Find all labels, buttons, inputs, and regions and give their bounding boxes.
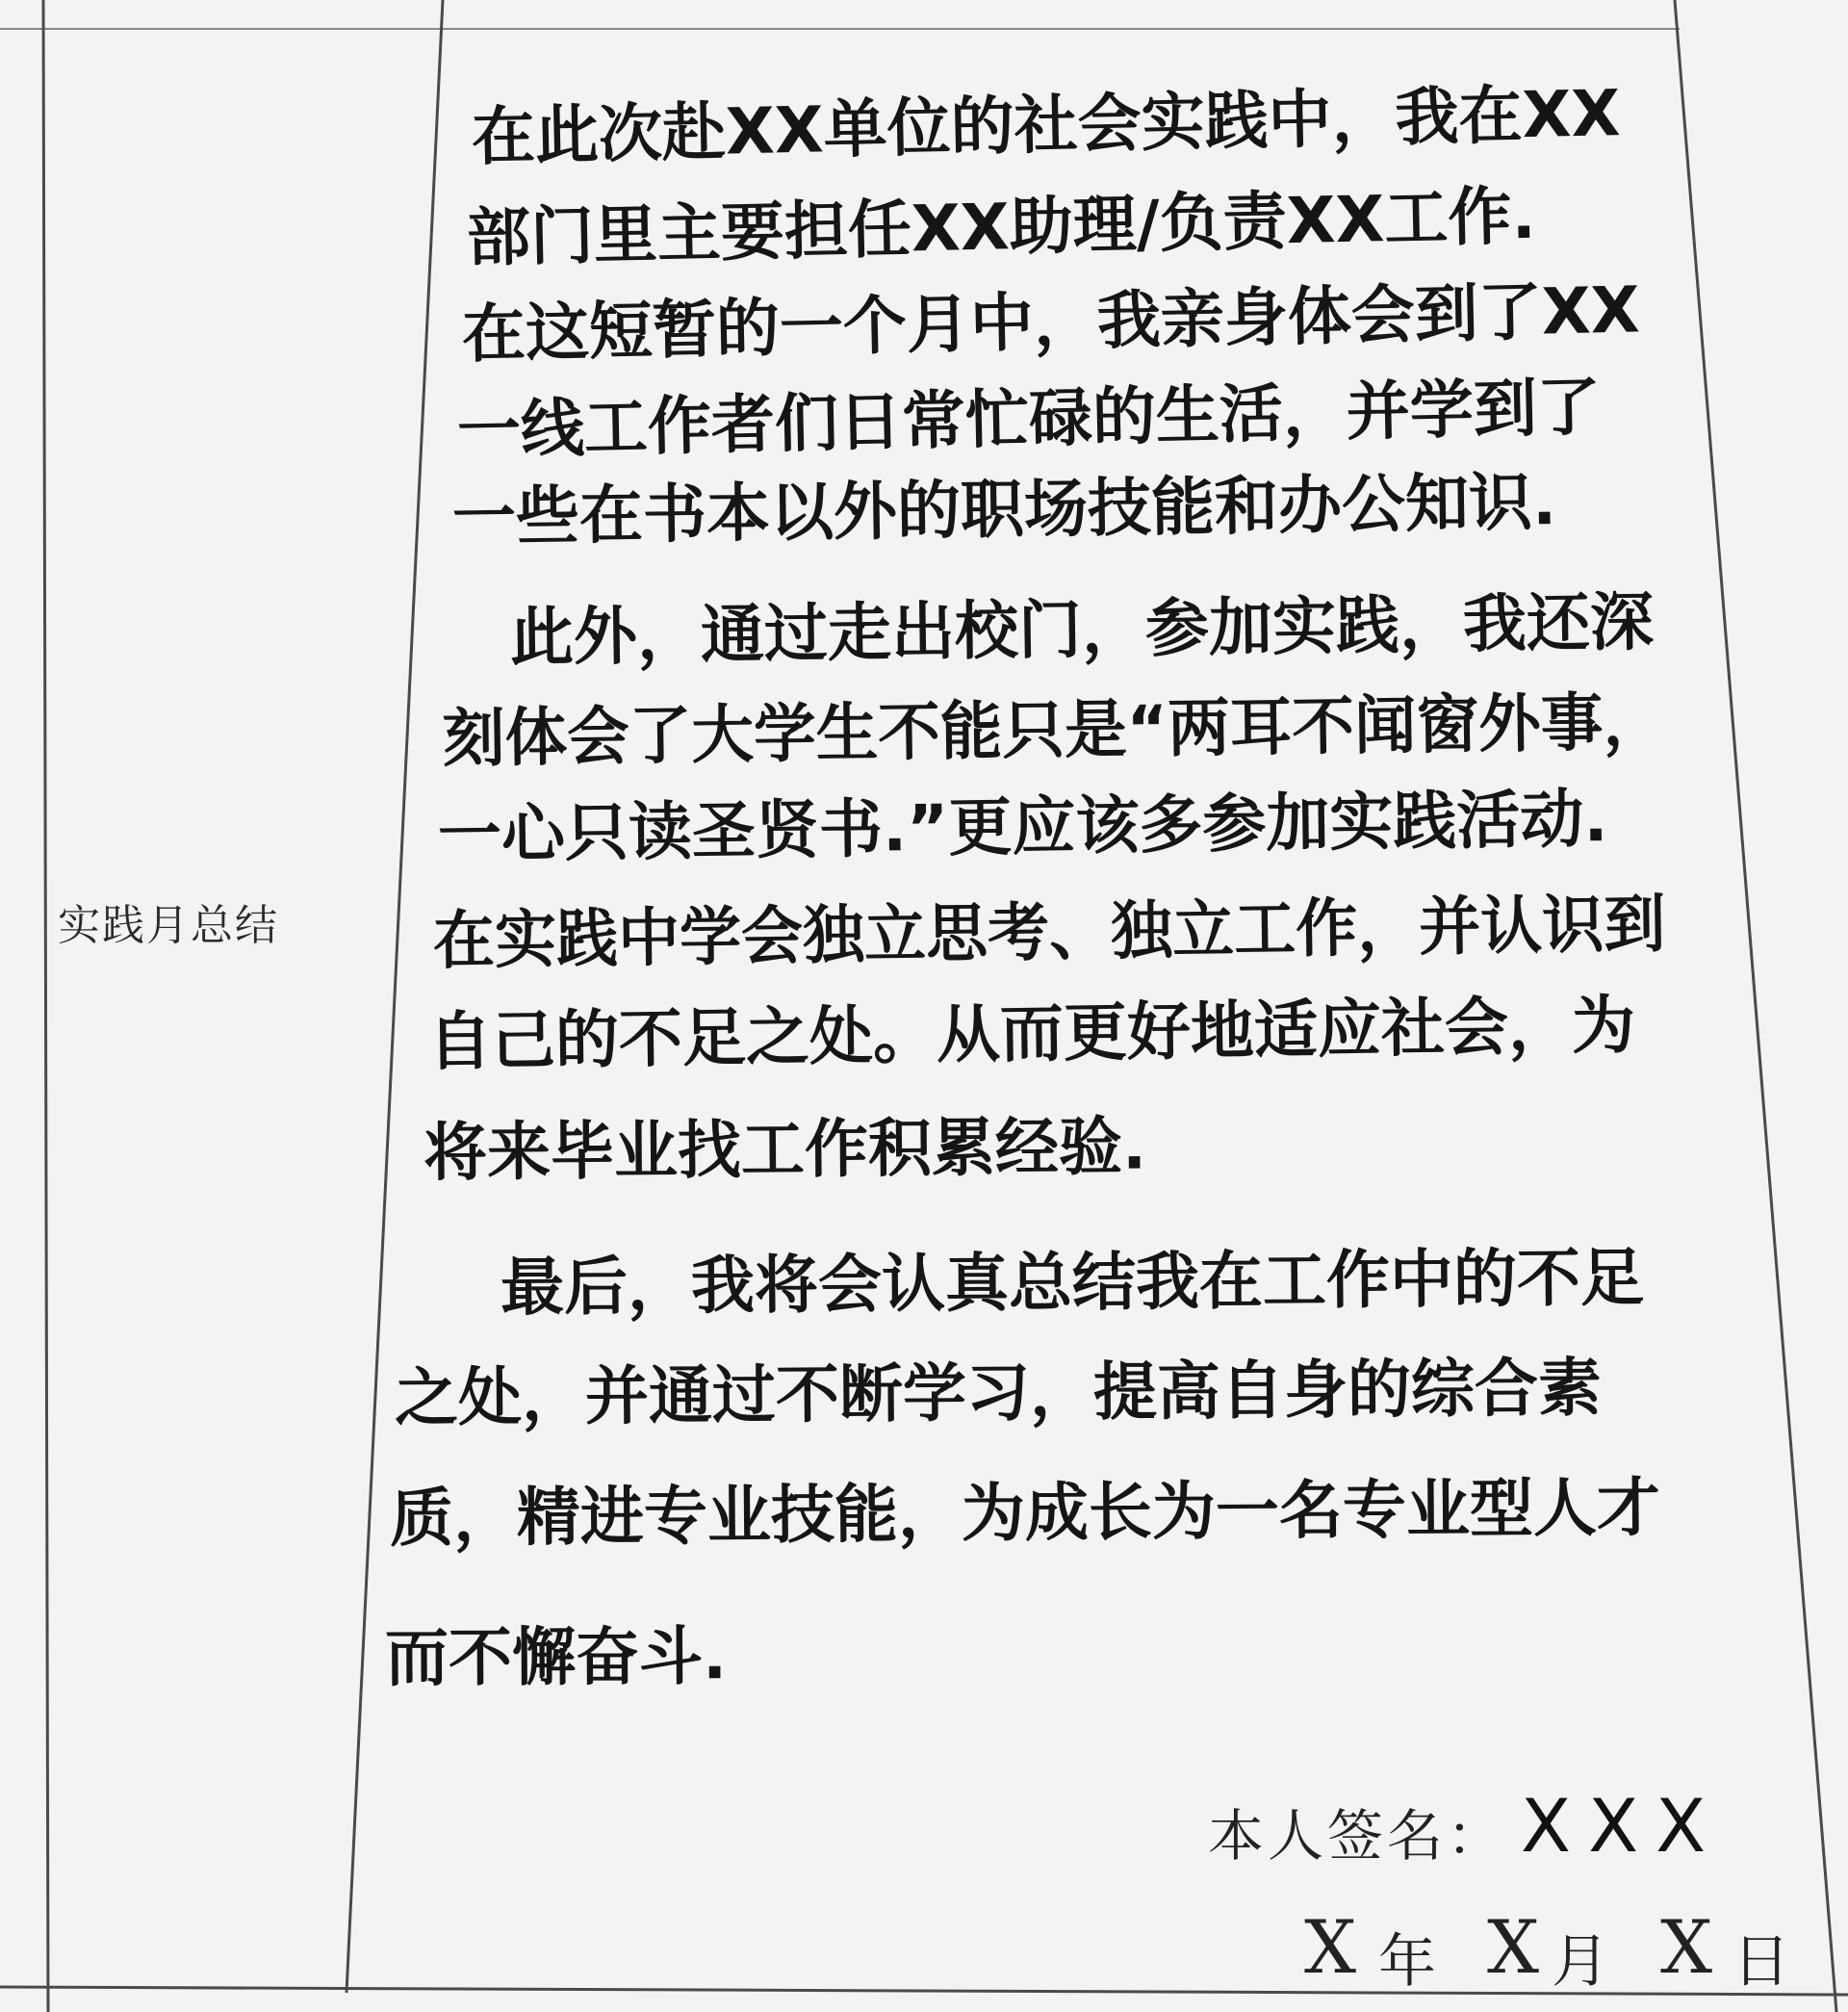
summary-line: 部门里主要担任XX助理/负责XX工作.: [466, 178, 1537, 275]
date-year-value: X: [1304, 1904, 1357, 1990]
signature-value: XXX: [1521, 1783, 1724, 1869]
date-month-unit: 月: [1552, 1928, 1609, 1996]
summary-line: 在这短暂的一个月中，我亲身体会到了XX: [461, 272, 1641, 372]
summary-line: 自己的不足之处。从而更好地适应社会，为: [427, 988, 1636, 1079]
summary-line: 而不懈奋斗.: [384, 1619, 728, 1695]
summary-line: 之处，并通过不断学习，提高自身的综合素: [394, 1351, 1603, 1435]
date-year-unit: 年: [1378, 1928, 1436, 1996]
date-day-value: X: [1660, 1904, 1713, 1990]
signature-label: 本人签名：: [1208, 1803, 1507, 1869]
date-month-value: X: [1487, 1904, 1540, 1990]
summary-line: 在此次赴XX单位的社会实践中，我在XX: [471, 76, 1622, 174]
summary-line: 质，精进专业技能，为成长为一名专业型人才: [389, 1470, 1661, 1556]
summary-line: 此外，通过走出校门，参加实践，我还深: [509, 584, 1655, 675]
date-day-unit: 日: [1732, 1928, 1790, 1996]
summary-line: 一线工作者们日常忙碌的生活，并学到了: [456, 370, 1602, 468]
field-label: 实践月总结: [58, 901, 279, 950]
summary-line: 一心只读圣贤书.”更应该多参加实践活动.: [437, 782, 1608, 872]
summary-line: 最后，我将会认真总结我在工作中的不足: [500, 1240, 1645, 1325]
summary-line: 刻体会了大学生不能只是“两耳不闻窗外事，: [442, 684, 1666, 776]
summary-line: 将来毕业找工作积累经验.: [423, 1109, 1147, 1190]
summary-line: 在实践中学会独立思考、独立工作，并认识到: [432, 887, 1666, 978]
summary-line: 一些在书本以外的职场技能和办公知识.: [451, 464, 1557, 555]
